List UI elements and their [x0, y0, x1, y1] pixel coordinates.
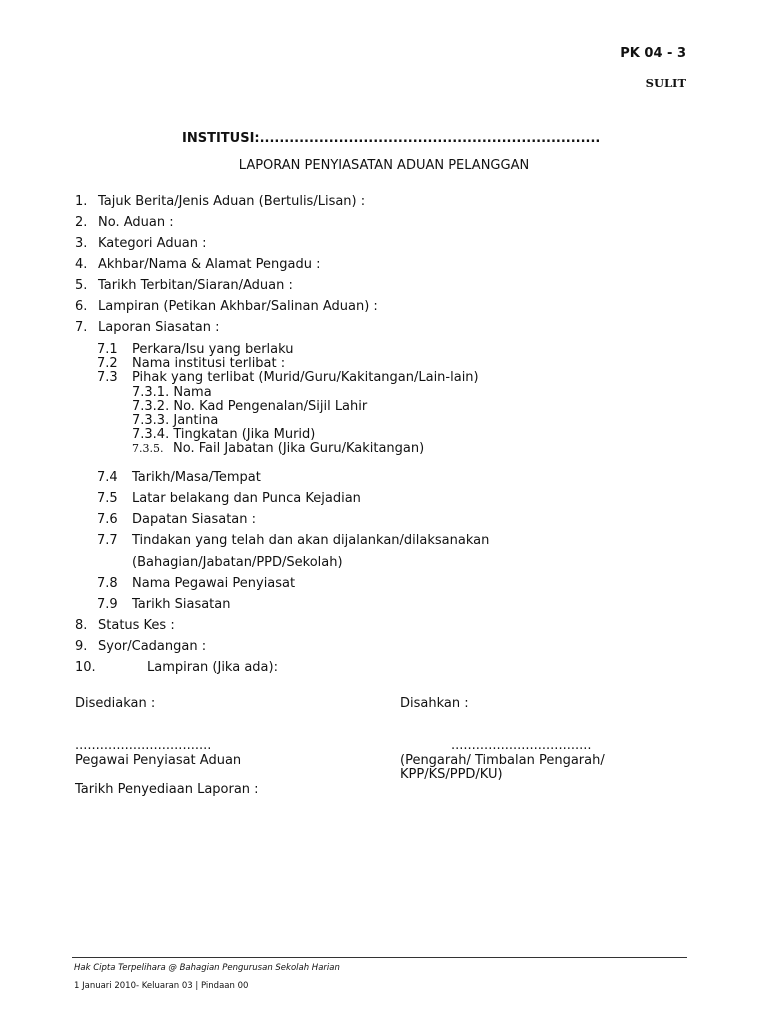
sub-sub-list-item: 7.3.2. No. Kad Pengenalan/Sijil Lahir	[132, 399, 368, 414]
sub-list-item: 7.5 Latar belakang dan Punca Kejadian	[97, 491, 361, 506]
list-item: 6. Lampiran (Petikan Akhbar/Salinan Aduan) :	[75, 299, 378, 314]
footer-divider	[72, 957, 687, 958]
form-title: LAPORAN PENYIASATAN ADUAN PELANGGAN	[238, 158, 530, 173]
prepared-signature-line: .................................	[75, 738, 212, 753]
report-date-label: Tarikh Penyediaan Laporan :	[75, 782, 259, 797]
approved-by-roles: KPP/KS/PPD/KU)	[400, 767, 503, 782]
footer-version: 1 Januari 2010- Keluaran 03 | Pindaan 00	[74, 981, 249, 991]
list-item: 2. No. Aduan :	[75, 215, 174, 230]
sub-sub-list-item: 7.3.3. Jantina	[132, 413, 219, 428]
sub-list-item: 7.4 Tarikh/Masa/Tempat	[97, 470, 261, 485]
classification-label: SULIT	[645, 76, 686, 90]
footer-copyright: Hak Cipta Terpelihara @ Bahagian Pengurusan Sekolah Harian	[74, 963, 340, 973]
sub-list-item: 7.3 Pihak yang terlibat (Murid/Guru/Kakitangan/Lain-lain)	[97, 370, 479, 385]
sub-sub-list-item: 7.3.1. Nama	[132, 385, 212, 400]
list-item: 4. Akhbar/Nama & Alamat Pengadu :	[75, 257, 321, 272]
list-item: 5. Tarikh Terbitan/Siaran/Aduan :	[75, 278, 293, 293]
approved-label: Disahkan :	[400, 696, 469, 711]
sub-list-item: 7.8 Nama Pegawai Penyiasat	[97, 576, 296, 591]
sub-list-item: 7.9 Tarikh Siasatan	[97, 597, 231, 612]
list-item: 9. Syor/Cadangan :	[75, 639, 207, 654]
sub-list-item: 7.1 Perkara/Isu yang berlaku	[97, 342, 294, 357]
list-item: 8. Status Kes :	[75, 618, 175, 633]
sub-sub-list-item: 7.3.4. Tingkatan (Jika Murid)	[132, 427, 316, 442]
institution-field: INSTITUSI:.....................................................................	[182, 131, 601, 146]
approved-by: (Pengarah/ Timbalan Pengarah/	[400, 753, 605, 768]
prepared-by: Pegawai Penyiasat Aduan	[75, 753, 242, 768]
sub-list-item: 7.6 Dapatan Siasatan :	[97, 512, 257, 527]
sub-list-item-continuation: (Bahagian/Jabatan/PPD/Sekolah)	[132, 555, 343, 570]
approved-signature-line: ..................................	[451, 738, 592, 753]
sub-sub-list-item: 7.3.5. No. Fail Jabatan (Jika Guru/Kakitangan)	[132, 441, 425, 456]
list-item: 3. Kategori Aduan :	[75, 236, 207, 251]
list-item: 1. Tajuk Berita/Jenis Aduan (Bertulis/Lisan) :	[75, 194, 366, 209]
prepared-label: Disediakan :	[75, 696, 156, 711]
sub-list-item: 7.7 Tindakan yang telah dan akan dijalankan/dilaksanakan	[97, 533, 490, 548]
list-item: 7. Laporan Siasatan :	[75, 320, 220, 335]
form-code: PK 04 - 3	[620, 46, 686, 61]
sub-list-item: 7.2 Nama institusi terlibat :	[97, 356, 286, 371]
list-item: 10. Lampiran (Jika ada):	[75, 660, 278, 675]
